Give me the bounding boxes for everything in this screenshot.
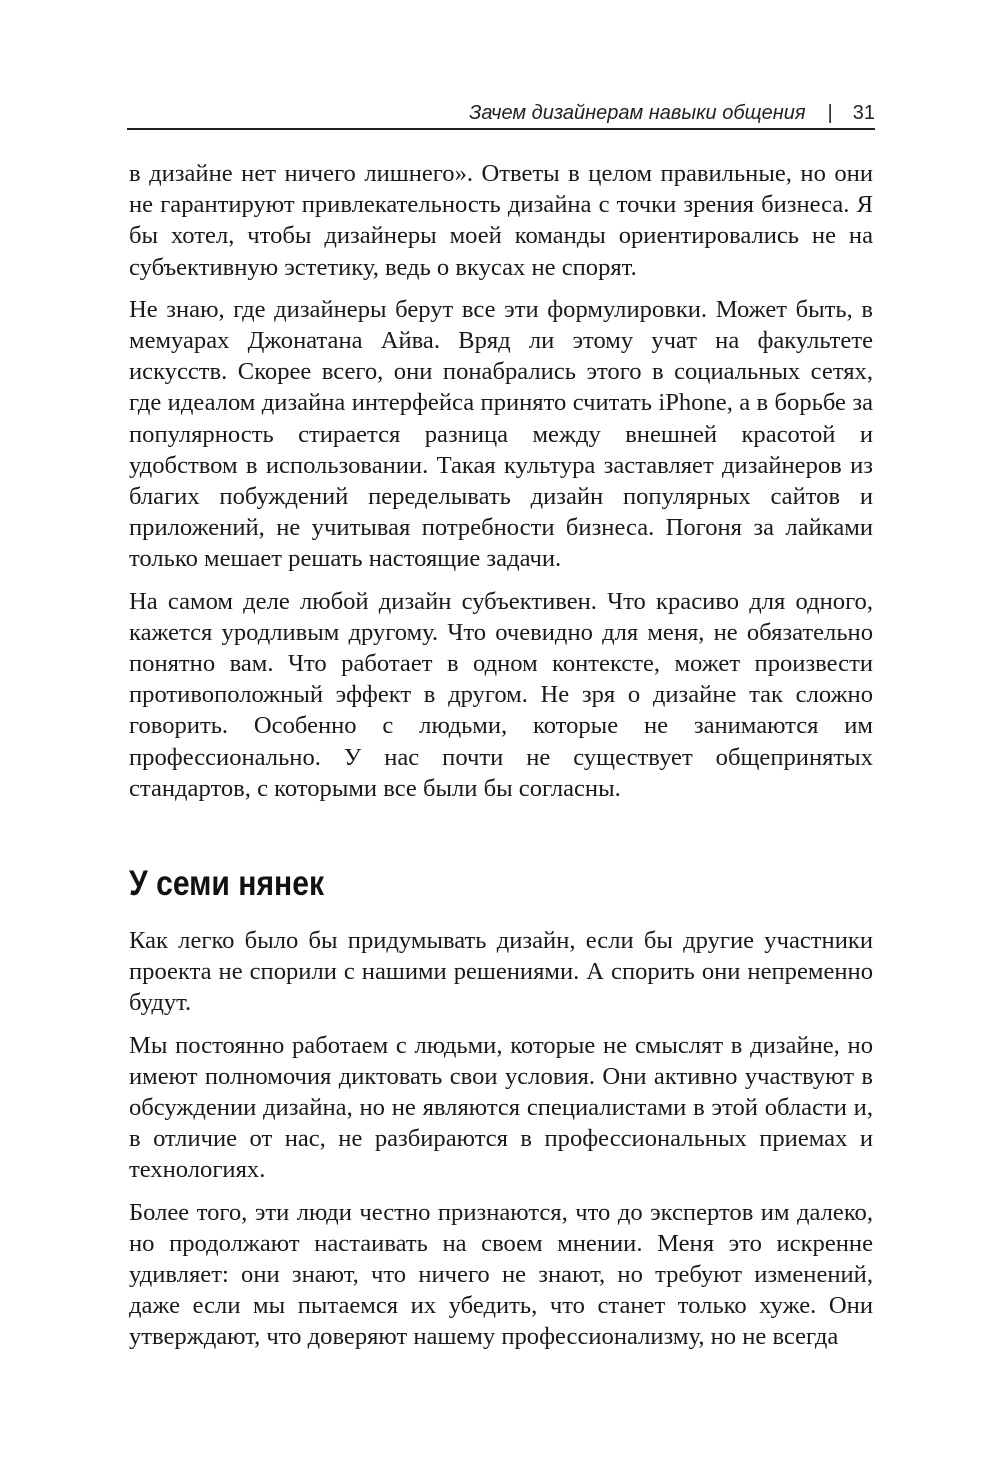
paragraph: Мы постоянно работаем с людьми, которые не смыслят в дизайне, но имеют полномочия диктовать свои условия. Они активно участвуют в обсуждении дизайна, но не являются специалистами в этой области и, в отличие от нас, не разбираются в профессиональных приемах и технологиях. bbox=[129, 1031, 873, 1184]
running-header bbox=[127, 100, 875, 130]
section-heading: У семи нянек bbox=[129, 864, 325, 903]
body-text-before-heading bbox=[129, 158, 873, 815]
paragraph: Более того, эти люди честно признаются, что до экспертов им далеко, но продолжают настаивать на своем мнении. Меня это искренне удивляет: они знают, что ничего не знают, но требуют изменений, даже если мы пытаемся их убедить, что станет только хуже. Они утверждают, что доверяют нашему профессионализму, но не всегда bbox=[129, 1198, 873, 1351]
body-text-after-heading bbox=[129, 925, 873, 1364]
paragraph: Не знаю, где дизайнеры берут все эти формулировки. Может быть, в мемуарах Джонатана Айва. Вряд ли этому учат на факультете искусств. Скорее всего, они понабрались этого в социальных сетях, где идеалом дизайна интерфейса принято считать iPhone, а в борьбе за популярность стирается разница между внешней красотой и удобством в использовании. Такая культура заставляет дизайнеров из благих побуждений переделывать дизайн популярных сайтов и приложений, не учитывая потребности бизнеса. Погоня за лайками только мешает решать настоящие задачи. bbox=[129, 295, 873, 573]
paragraph: в дизайне нет ничего лишнего». Ответы в целом правильные, но они не гарантируют привлекательность дизайна с точки зрения бизнеса. Я бы хотел, чтобы дизайнеры моей команды ориентировались не на субъективную эстетику, ведь о вкусах не спорят. bbox=[129, 160, 873, 281]
header-separator: | bbox=[827, 102, 833, 124]
paragraph: Как легко было бы придумывать дизайн, если бы другие участники проекта не спорили с нашими решениями. А спорить они непременно будут. bbox=[129, 927, 873, 1017]
page-number: 31 bbox=[852, 102, 875, 124]
chapter-title: Зачем дизайнерам навыки общения bbox=[469, 102, 806, 124]
paragraph: На самом деле любой дизайн субъективен. Что красиво для одного, кажется уродливым другому. Что очевидно для меня, не обязательно понятно вам. Что работает в одном контексте, может произвести противоположный эффект в другом. Не зря о дизайне так сложно говорить. Особенно с людьми, которые не занимаются им профессионально. У нас почти не существует общепринятых стандартов, с которыми все были бы согласны. bbox=[129, 587, 873, 802]
